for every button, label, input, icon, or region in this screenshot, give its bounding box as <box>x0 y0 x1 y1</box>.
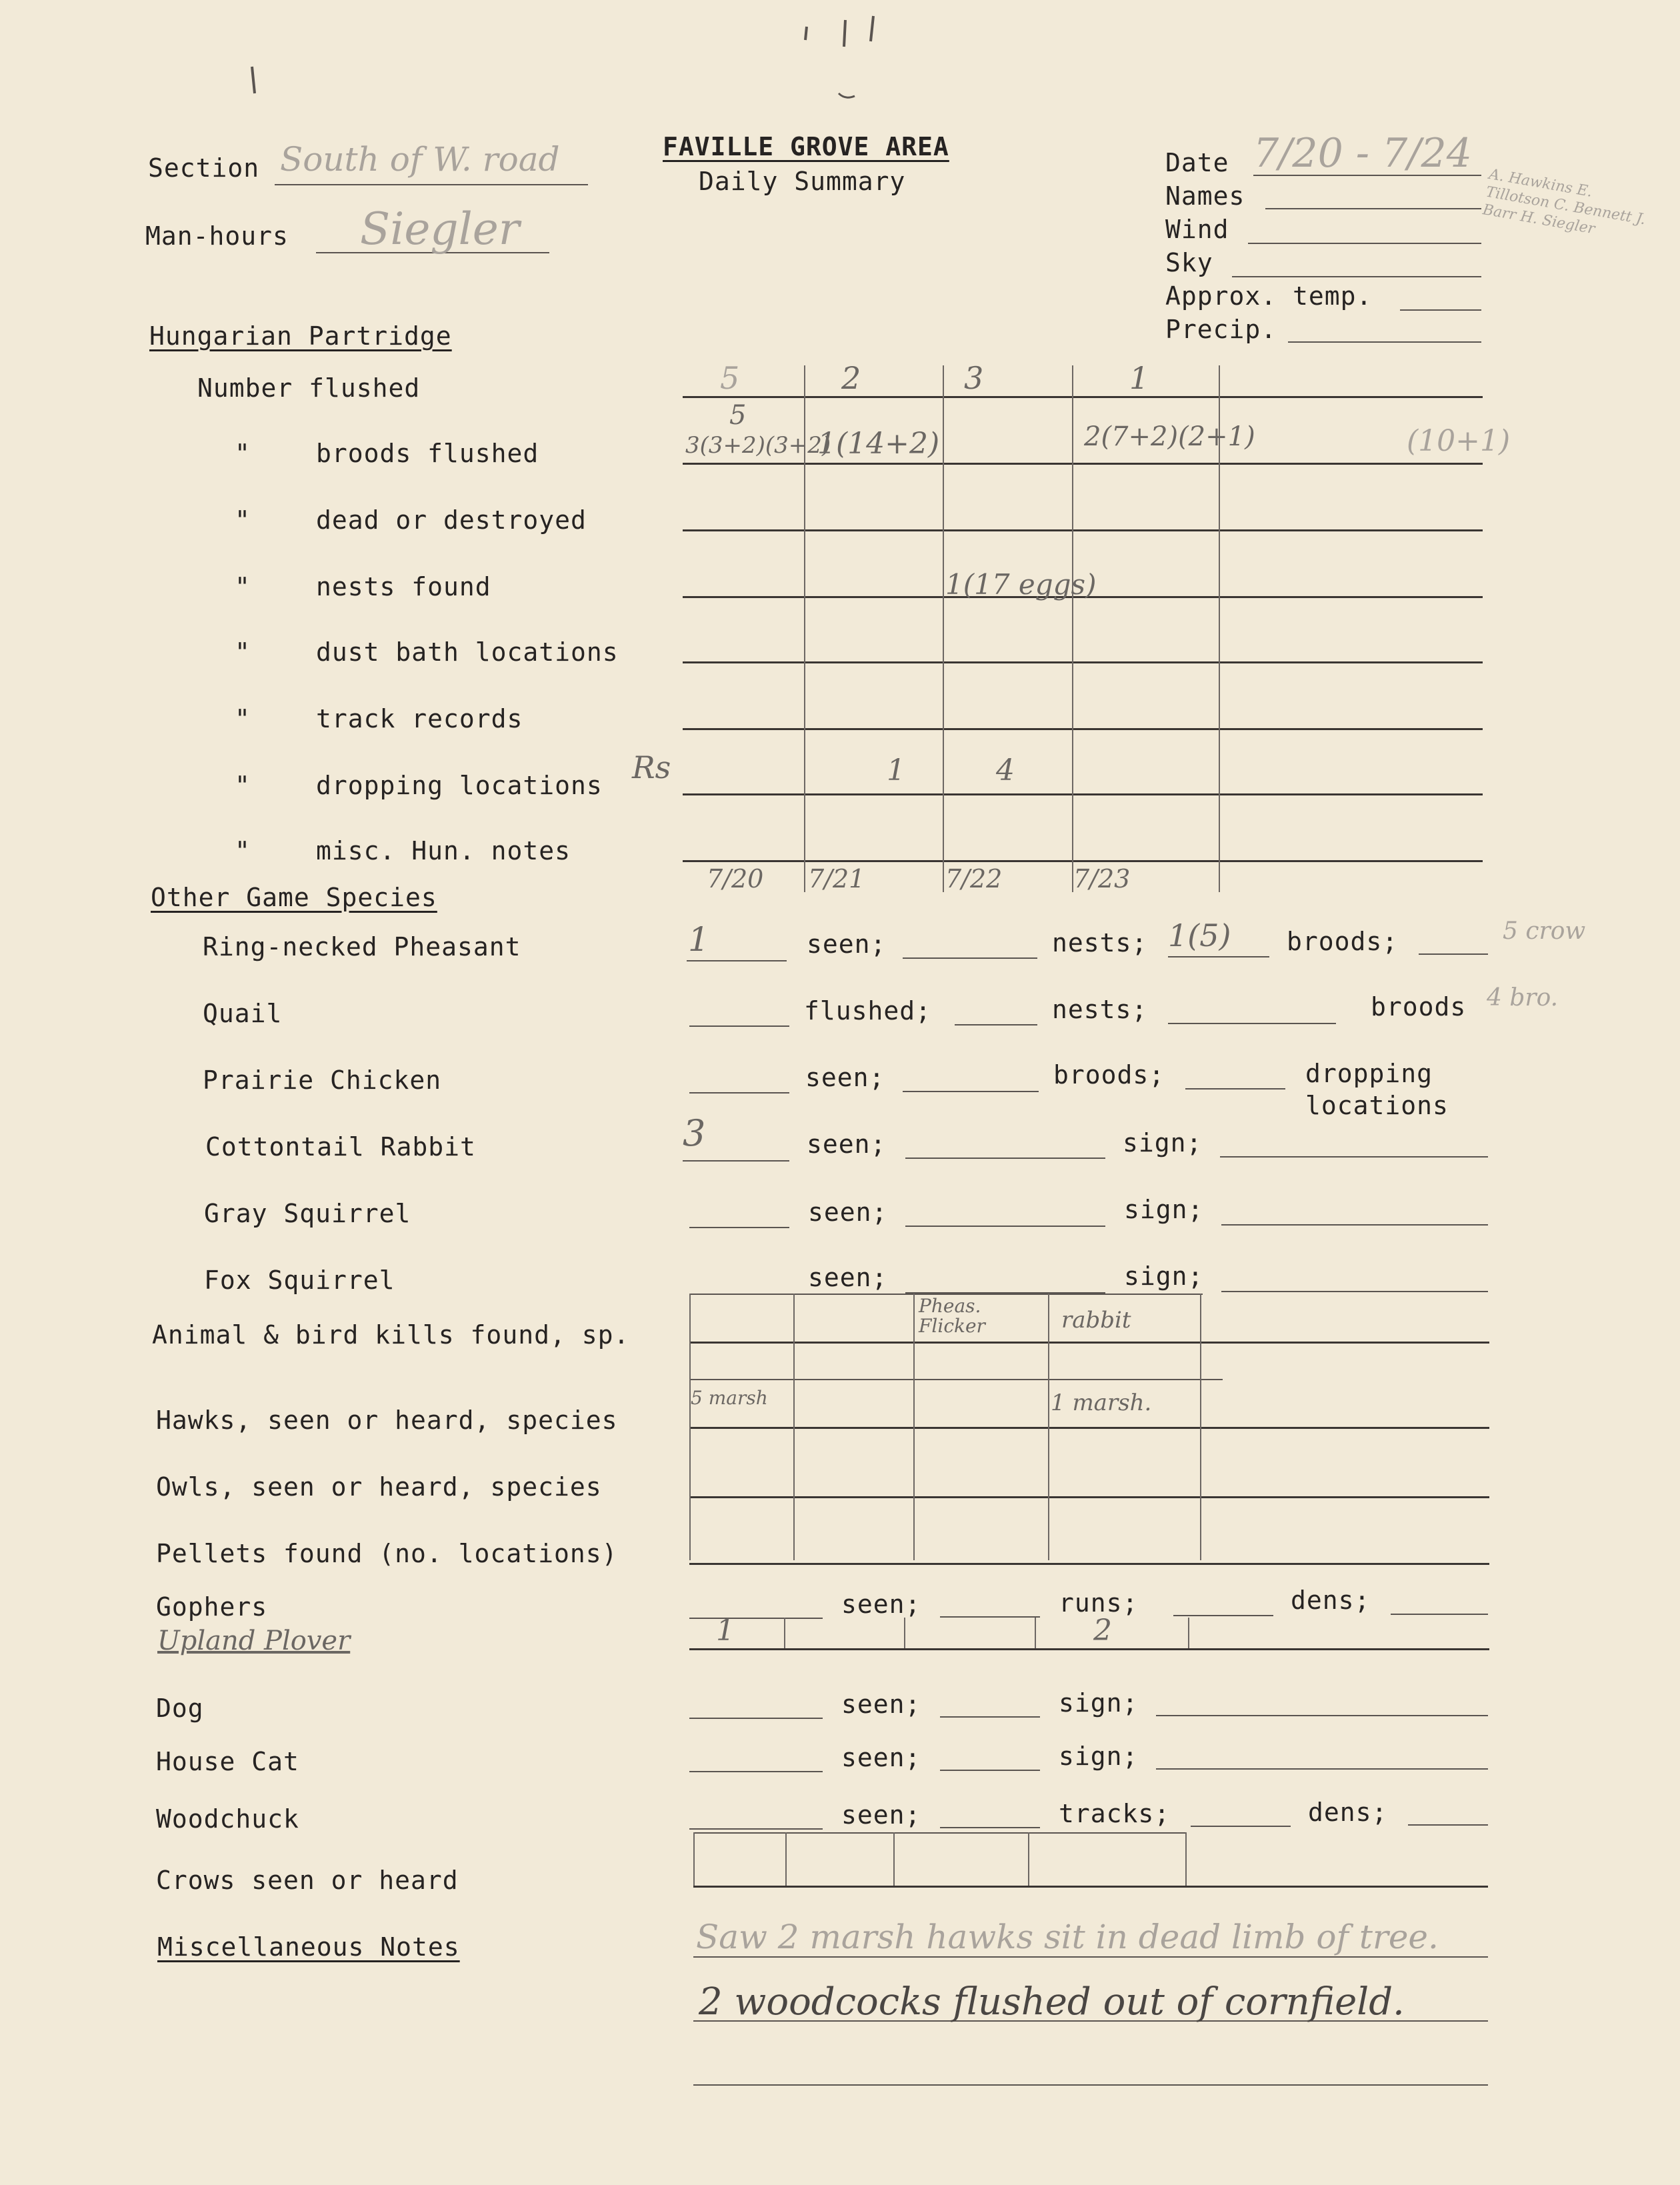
field-label: seen; <box>841 1800 921 1830</box>
partridge-heading: Hungarian Partridge <box>149 321 452 351</box>
broods-flushed-entry: 2(7+2)(2+1) <box>1084 421 1255 452</box>
field-label: broods; <box>1287 927 1399 956</box>
field-label: dropping <box>1305 1059 1433 1088</box>
pheasant-nests-entry: 1(5) <box>1168 917 1231 953</box>
pellets-label: Pellets found (no. locations) <box>156 1539 618 1568</box>
number-flushed-entry: 1 <box>1129 360 1149 396</box>
dog-label: Dog <box>156 1694 204 1723</box>
kill-entry: Pheas. Flicker <box>919 1295 985 1337</box>
section-value: South of W. road <box>280 140 560 179</box>
broods-flushed-entry: (10+1) <box>1407 424 1511 458</box>
misc-note-1: Saw 2 marsh hawks sit in dead limb of tree. <box>696 1918 1439 1956</box>
field-label: nests; <box>1052 928 1148 957</box>
field-label: seen; <box>808 1263 888 1292</box>
gopher-entry: 1 <box>716 1614 735 1648</box>
fox-squirrel-label: Fox Squirrel <box>204 1266 395 1295</box>
precip-label: Precip. <box>1165 315 1277 344</box>
field-label: broods; <box>1053 1060 1165 1089</box>
owls-label: Owls, seen or heard, species <box>156 1472 602 1502</box>
row-label: track records <box>316 704 523 733</box>
pheasant-note: 5 crow <box>1503 917 1586 945</box>
date-value: 7/20 - 7/24 <box>1253 130 1472 177</box>
broods-flushed-entry: 1(14+2) <box>817 427 940 461</box>
ditto-mark: " <box>235 771 251 800</box>
broods-top-entry: 5 <box>729 400 747 431</box>
field-label: dens; <box>1308 1798 1388 1827</box>
date-label: Date <box>1165 148 1229 177</box>
broods-flushed-entry: 3(3+2)(3+2) <box>685 432 831 459</box>
pheasant-label: Ring-necked Pheasant <box>203 932 521 961</box>
dropping-entry: Rs <box>632 749 671 785</box>
manhours-label: Man-hours <box>145 221 289 251</box>
ditto-mark: " <box>235 439 251 468</box>
field-label: seen; <box>841 1743 921 1772</box>
field-label: sign; <box>1124 1195 1204 1224</box>
date-entry: 7/20 <box>707 864 764 893</box>
field-label: seen; <box>841 1690 921 1719</box>
field-label: seen; <box>808 1198 888 1227</box>
field-label: sign; <box>1059 1688 1139 1718</box>
crows-label: Crows seen or heard <box>156 1866 459 1895</box>
date-entry: 7/21 <box>808 864 865 893</box>
quail-label: Quail <box>203 999 283 1028</box>
row-label: broods flushed <box>316 439 539 468</box>
dropping-entry: 4 <box>996 753 1015 787</box>
row-label: dead or destroyed <box>316 505 587 535</box>
misc-notes-label: Miscellaneous Notes <box>157 1932 460 1962</box>
ditto-mark: " <box>235 637 251 667</box>
row-label: nests found <box>316 572 491 601</box>
gopher-entry: 2 <box>1093 1614 1112 1648</box>
section-label: Section <box>148 153 260 183</box>
field-label: sign; <box>1059 1742 1139 1771</box>
field-label: nests; <box>1052 995 1148 1024</box>
number-flushed-entry: 2 <box>841 360 861 396</box>
ditto-mark: " <box>235 836 251 865</box>
ditto-mark: " <box>235 704 251 733</box>
form-subtitle: Daily Summary <box>699 167 906 196</box>
gray-squirrel-label: Gray Squirrel <box>204 1199 411 1228</box>
row-label: misc. Hun. notes <box>316 836 571 865</box>
pheasant-seen-entry: 1 <box>688 920 709 959</box>
ditto-mark: " <box>235 572 251 601</box>
field-label: locations <box>1305 1091 1449 1120</box>
misc-note-2: 2 woodcocks flushed out of cornfield. <box>699 1980 1405 2024</box>
field-label: seen; <box>841 1590 921 1619</box>
date-entry: 7/22 <box>945 864 1003 893</box>
date-entry: 7/23 <box>1073 864 1131 893</box>
prairie-label: Prairie Chicken <box>203 1065 442 1095</box>
row-label: dust bath locations <box>316 637 619 667</box>
field-label: seen; <box>805 1063 885 1092</box>
house-cat-label: House Cat <box>156 1747 299 1776</box>
names-label: Names <box>1165 181 1245 211</box>
hawks-label: Hawks, seen or heard, species <box>156 1406 618 1435</box>
quail-note: 4 bro. <box>1487 984 1559 1011</box>
field-label: runs; <box>1059 1588 1139 1618</box>
hawk-entry: 5 marsh <box>691 1387 768 1409</box>
field-label: sign; <box>1124 1262 1204 1291</box>
upland-plover-label: Upland Plover <box>157 1626 351 1656</box>
temp-label: Approx. temp. <box>1165 281 1373 311</box>
row-label: Number flushed <box>197 373 421 403</box>
woodchuck-label: Woodchuck <box>156 1804 299 1834</box>
other-game-heading: Other Game Species <box>151 883 437 912</box>
gophers-label: Gophers <box>156 1592 268 1622</box>
number-flushed-entry: 3 <box>964 360 984 396</box>
field-label: flushed; <box>804 996 932 1025</box>
dropping-entry: 1 <box>887 753 905 787</box>
hawk-entry: 1 marsh. <box>1051 1390 1152 1416</box>
field-label: broods <box>1371 992 1467 1021</box>
field-label: sign; <box>1123 1128 1203 1158</box>
wind-label: Wind <box>1165 215 1229 244</box>
field-label: tracks; <box>1059 1799 1171 1828</box>
manhours-value: Siegler <box>360 203 520 255</box>
field-label: seen; <box>807 929 887 959</box>
kill-entry: rabbit <box>1061 1307 1131 1334</box>
row-label: dropping locations <box>316 771 603 800</box>
field-label: seen; <box>807 1130 887 1159</box>
sky-label: Sky <box>1165 248 1213 277</box>
kills-label: Animal & bird kills found, sp. <box>152 1320 630 1350</box>
number-flushed-entry: 5 <box>720 360 740 396</box>
ditto-mark: " <box>235 505 251 535</box>
field-label: dens; <box>1291 1586 1371 1615</box>
names-value: A. Hawkins E. Tillotson C. Bennett J. Barr H. Siegler <box>1481 165 1647 238</box>
rabbit-label: Cottontail Rabbit <box>205 1132 476 1162</box>
rabbit-seen-entry: 3 <box>683 1112 706 1154</box>
nests-found-entry: 1(17 eggs) <box>945 568 1097 601</box>
form-title: FAVILLE GROVE AREA <box>663 132 949 161</box>
